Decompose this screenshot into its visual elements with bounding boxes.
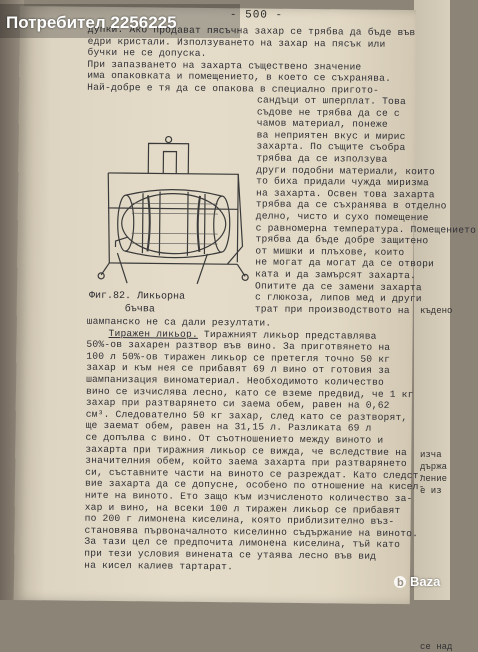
svg-text:b: b [397,577,404,589]
text-line: то биха придали чужда миризма [256,175,429,189]
text-line: Опитите да се замени захарта [255,280,422,293]
side-text-fragment: е из [420,486,442,496]
side-text-fragment: държа [420,462,448,472]
text-line: не могат да могат да се отвори [255,256,435,270]
watermark-banner [0,4,240,38]
text-line: ще заемат обем, равен на 31,15 л. Разликата 69 л [85,420,372,435]
section-heading: Тиражен ликьор. [108,327,198,340]
text-line: трябва да се съхранява в отделно [255,198,447,212]
text-line: захарта при тиражния ликьор се вижда, че вследствие на [85,443,408,458]
page-number: - 500 - [229,9,284,22]
side-text-fragment: се над [420,642,453,652]
text-line: Най-добре е тя да се опакова в специално пригото- [87,81,380,96]
text-line: захар при разтварянето си заема обем, равен на 0,62 [85,396,390,412]
text-line: ва неприятен вкус и мирис [256,129,406,142]
text-line: шампанизация виноматериал. Необходимото количество [86,373,384,388]
text-line: при тези условия винената се утаява лесно във вид [84,547,377,562]
text-line: делно, чисто и сухо помещение [255,210,429,224]
text-line: с глюкоза, липов мед и други [254,291,422,305]
liqueur-barrel-illustration [87,133,257,285]
text-line: 50%-ов захарен разтвор във вино. За приготвянето на [86,338,391,354]
watermark-text: Потребител 2256225 [6,13,177,32]
side-text-fragment: къдено [420,306,453,316]
text-line: хар и вино, на всеки 100 л тиражен ликьор се прибавят [84,501,401,516]
text-line: Тиражен ликьор. Тиражният ликьор представлява [108,327,377,342]
text-line: ните на виното. Ето защо към изчисленото количество за- [84,489,413,505]
text-line: сандъци от шперплат. Това [256,94,407,108]
text-line: захар и към нея се прибавят 69 л вино от готовия за [86,362,391,377]
side-text-fragment: изча [420,450,442,460]
text-line: чамов материал, понеже [256,117,388,131]
text-line: от мишки и плъхове, които [255,245,405,258]
next-page-fragment [418,60,453,652]
text-line: си, съставните части на виното се разреждат. Като следст- [85,466,425,482]
figure-caption-name: бъчва [124,304,155,316]
figure-caption-number: Фиг.82. Ликьорна [88,290,186,303]
text-line: трат при производството на [254,303,410,316]
text-line: на кисел калиев тартарат. [84,559,234,572]
text-line: на захарта. Освен това захарта [255,187,435,201]
text-line: с равномерна температура. Помещението [255,222,477,236]
text-line: шампанско не са дали резултати. [86,315,272,329]
text-line: други подобни материали, които [256,164,436,177]
text-line: съдове не трябва да се с [256,106,400,119]
text-line: трябва да се използува [256,152,388,165]
text-line: има опаковката и помещението, в което се съхранява. [87,70,392,85]
text-line: 100 л 50%-ов тиражен ликьор се претегля точно 50 кг [86,350,391,365]
text-line: значителния обем, който заема захарта при разтварянето [85,454,407,470]
text-line: см³. Следователно 50 кг захар, след като се разтворят, [85,408,408,423]
text-line: вие захарта да се допусне, особено по отношение на кисел- [84,478,425,493]
side-text-fragment: ление [420,474,448,484]
text-line: бучки не се допуска. [87,46,207,60]
text-line: ката и да замърсят захарта. [255,268,417,282]
text-line: При запазването на захарта съществено значение [87,58,362,73]
text-line: захарта. По същите съобра [256,140,406,154]
text-line: вино се изчислява лесно, като се вземе предвид, че 1 кг [85,385,414,400]
text-line: се допълва с вино. От съотношението между виното и [85,431,384,446]
site-logo-word: Baza [410,574,441,589]
text-line: За тази цел се предпочита лимонена киселина, тъй като [84,536,401,551]
text-line: едри кристали. Използуването на захар на пясък или [87,35,386,50]
text-line: дупки. Ако продават пясъчна захар се трябва да бъде във [87,23,416,39]
text-line: трябва да бъде добре защитено [255,233,429,247]
text-line: по 200 г лимонена киселина, която приблизително въз- [84,512,395,528]
text-line: становява първоначалното киселинно съдържание на виното. [84,524,419,539]
